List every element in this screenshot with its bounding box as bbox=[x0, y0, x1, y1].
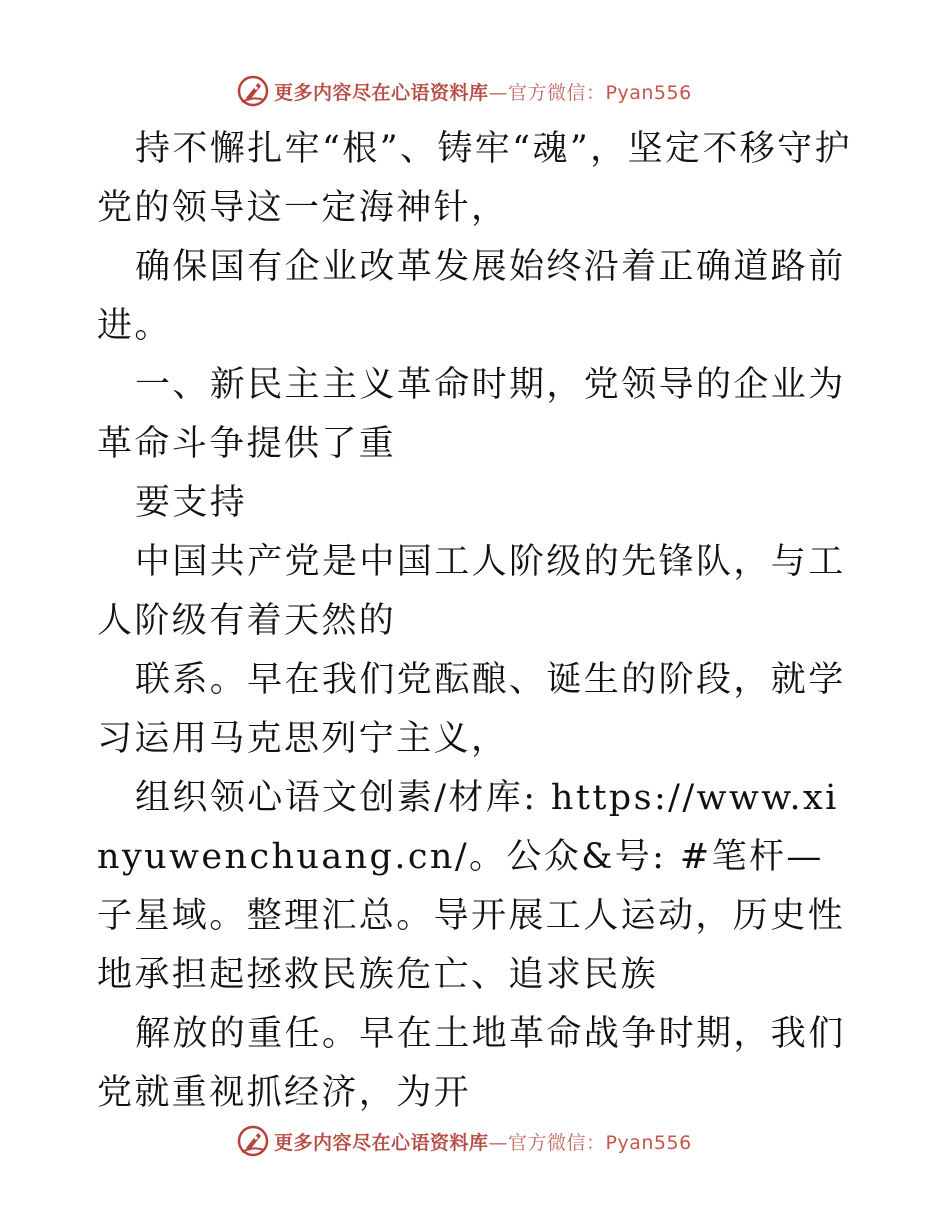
paragraph: 组织领心语文创素/材库: https://www.xinyuwenchuang.cn/。公众&号: #笔杆—子星域。整理汇总。导开展工人运动，历史性地承担起拯救民族危亡、追求民族 bbox=[97, 778, 846, 995]
paragraph: 持不懈扎牢“根”、铸牢“魂”，坚定不移守护党的领导这一定海神针， bbox=[97, 129, 852, 228]
paragraph: 一、新民主主义革命时期，党领导的企业为革命斗争提供了重 bbox=[97, 365, 846, 464]
watermark-wechat-label: 官方微信： bbox=[508, 1131, 606, 1154]
watermark-wechat-account: Pyan556 bbox=[605, 81, 692, 104]
paragraph: 联系。早在我们党酝酿、诞生的阶段，就学习运用马克思列宁主义， bbox=[97, 660, 846, 759]
watermark-wechat-account: Pyan556 bbox=[605, 1131, 692, 1154]
watermark-title: 更多内容尽在心语资料库 bbox=[274, 1131, 489, 1154]
paragraph: 确保国有企业改革发展始终沿着正确道路前进。 bbox=[97, 247, 846, 346]
pen-nib-logo-icon bbox=[236, 1124, 270, 1158]
paragraph: 要支持 bbox=[135, 483, 248, 523]
watermark-text bbox=[274, 78, 692, 105]
watermark-text bbox=[274, 1128, 692, 1155]
paragraph: 中国共产党是中国工人阶级的先锋队，与工人阶级有着天然的 bbox=[97, 542, 846, 641]
pen-nib-logo-icon bbox=[236, 74, 270, 108]
watermark-title: 更多内容尽在心语资料库 bbox=[274, 81, 489, 104]
paragraph: 解放的重任。早在土地革命战争时期，我们党就重视抓经济，为开 bbox=[97, 1014, 846, 1113]
watermark-wechat-label: 官方微信： bbox=[508, 81, 606, 104]
footer-watermark bbox=[236, 1124, 692, 1158]
header-watermark bbox=[236, 74, 692, 108]
watermark-separator: — bbox=[488, 81, 509, 104]
document-body bbox=[97, 120, 853, 1123]
watermark-separator: — bbox=[488, 1131, 509, 1154]
